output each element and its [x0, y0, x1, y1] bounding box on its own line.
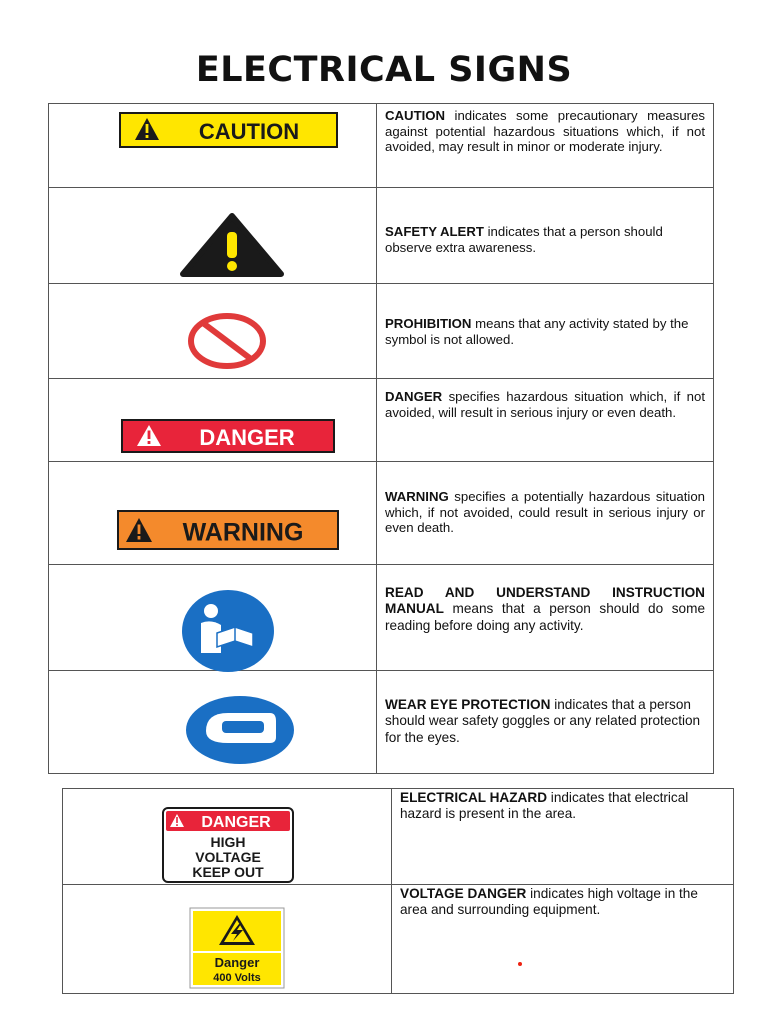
- sign-cell: [63, 885, 392, 994]
- description-safety-alert: indicates that a person should observe extra awareness.: [385, 224, 663, 255]
- description-cell: [377, 565, 714, 671]
- high-voltage-sign: [162, 807, 294, 888]
- table-row: [49, 188, 714, 284]
- voltage-danger-sign: [189, 907, 285, 994]
- warning-sign: [117, 510, 339, 555]
- sign-cell: [49, 462, 377, 565]
- voltage-danger-sign-line2: 400 Volts: [213, 972, 261, 984]
- description-warning: specifies a potentially hazardous situation which, if not avoided, could result in serious injury or even death.: [385, 489, 705, 536]
- table-row: [49, 565, 714, 671]
- term-electrical-hazard: ELECTRICAL HAZARD: [400, 790, 548, 805]
- description-cell: [377, 462, 714, 565]
- description-cell: [377, 379, 714, 462]
- description-caution: indicates some precautionary measures against potential hazardous situations which, if not avoided, may result in minor or moderate injury.: [385, 108, 705, 155]
- table-row: [49, 284, 714, 379]
- read-manual-sign: [181, 589, 275, 678]
- sign-cell: [49, 671, 377, 774]
- description-read-manual: means that a person should do some reading before doing any activity.: [385, 601, 706, 633]
- description-voltage-danger: indicates high voltage in the area and surrounding equipment.: [400, 886, 698, 917]
- high-voltage-sign-header: DANGER: [201, 814, 271, 831]
- eye-protection-sign: [184, 695, 296, 770]
- description-cell: [377, 104, 714, 188]
- term-danger: DANGER: [385, 389, 443, 404]
- term-warning: WARNING: [385, 489, 449, 504]
- prohibition-sign: [186, 312, 268, 375]
- table-row: [49, 671, 714, 774]
- table-row: [49, 379, 714, 462]
- description-cell: [377, 671, 714, 774]
- term-prohibition: PROHIBITION: [385, 316, 472, 331]
- table-row: [63, 885, 734, 994]
- high-voltage-sign-line: VOLTAGE: [195, 849, 261, 865]
- description-electrical-hazard: indicates that electrical hazard is present in the area.: [400, 790, 689, 821]
- page-title: ELECTRICAL SIGNS: [195, 50, 573, 90]
- term-eye-protection: WEAR EYE PROTECTION: [385, 697, 551, 712]
- caution-sign-text: CAUTION: [198, 119, 300, 144]
- description-eye-protection: indicates that a person should wear safety goggles or any related protection for the eyes.: [385, 697, 701, 745]
- high-voltage-sign-line: KEEP OUT: [192, 864, 264, 880]
- sign-cell: [49, 565, 377, 671]
- danger-sign-text: DANGER: [199, 425, 295, 450]
- description-prohibition: means that any activity stated by the symbol is not allowed.: [385, 316, 689, 347]
- term-caution: CAUTION: [385, 108, 446, 123]
- voltage-danger-sign-line1: Danger: [214, 955, 260, 970]
- description-cell: [392, 885, 734, 994]
- term-safety-alert: SAFETY ALERT: [385, 224, 484, 239]
- electrical-signs-table: [62, 788, 734, 994]
- table-row: [49, 104, 714, 188]
- table-row: [63, 789, 734, 885]
- high-voltage-sign-line: HIGH: [210, 834, 246, 850]
- term-read-manual: READ AND UNDERSTAND INSTRUCTION MANUAL: [385, 585, 705, 617]
- description-danger: specifies hazardous situation which, if not avoided, will result in serious injury or even death.: [385, 389, 705, 420]
- sign-cell: [49, 379, 377, 462]
- sign-cell: [63, 789, 392, 885]
- caution-sign: [119, 112, 338, 153]
- danger-sign: [121, 419, 335, 458]
- red-dot-mark: [518, 962, 522, 966]
- description-cell: [377, 284, 714, 379]
- description-cell: [392, 789, 734, 885]
- safety-alert-sign: [179, 212, 285, 283]
- warning-sign-text: WARNING: [182, 518, 304, 547]
- table-row: [49, 462, 714, 565]
- sign-cell: [49, 284, 377, 379]
- term-voltage-danger: VOLTAGE DANGER: [400, 886, 527, 901]
- safety-signs-table: [48, 103, 714, 774]
- sign-cell: [49, 104, 377, 188]
- sign-cell: [49, 188, 377, 284]
- description-cell: [377, 188, 714, 284]
